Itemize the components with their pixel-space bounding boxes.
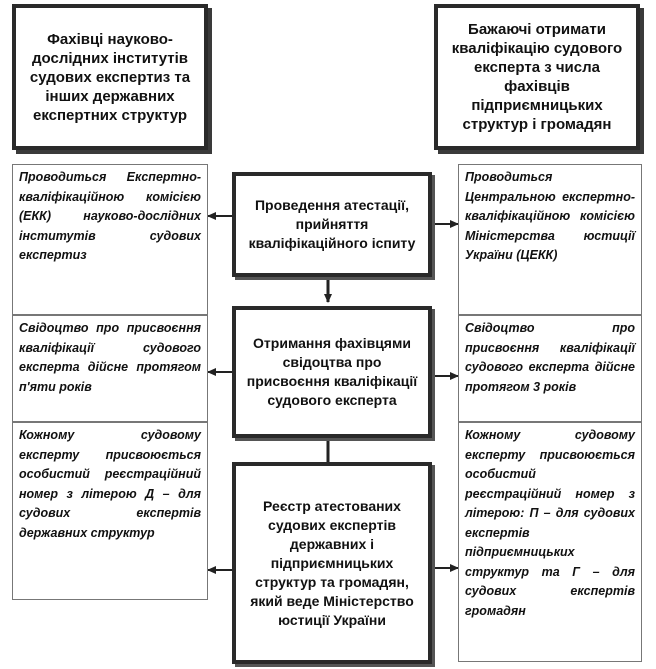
top-left-text: Фахівці науково-дослідних інститутів судових експертиз та інших державних експертних структур bbox=[29, 30, 191, 124]
center-text-2: Отримання фахівцями свідоцтва про присвоєння кваліфікації судового експерта bbox=[246, 335, 418, 408]
center-text-3: Реєстр атестованих судових експертів державних і підприємницьких структур та громадян, який веде Міністерство юстиції України bbox=[250, 497, 414, 628]
center-box-certificate bbox=[232, 306, 432, 438]
right-box-number bbox=[458, 422, 642, 662]
right-text-3: Кожному судовому експерту присвоюється особистий реєстраційний номер з літерою: П – для судових експертів підприємницьких структур та Г – для судових експертів громадян bbox=[465, 428, 635, 618]
left-text-3: Кожному судовому експерту присвоюється особистий реєстраційний номер з літерою Д – для судових експертів державних структур bbox=[19, 428, 201, 540]
center-box-attestation bbox=[232, 172, 432, 277]
right-box-validity bbox=[458, 315, 642, 422]
right-box-commission bbox=[458, 164, 642, 315]
center-box-registry bbox=[232, 462, 432, 664]
left-box-commission bbox=[12, 164, 208, 315]
left-text-2: Свідоцтво про присвоєння кваліфікації судового експерта дійсне протягом п'яти років bbox=[19, 321, 201, 394]
top-right-box bbox=[434, 4, 640, 150]
left-text-1: Проводиться Експертно-кваліфікаційною комісією (ЕКК) науково-дослідних інститутів судових експертиз bbox=[19, 170, 201, 262]
left-box-validity bbox=[12, 315, 208, 422]
top-left-box bbox=[12, 4, 208, 150]
right-text-1: Проводиться Центральною експертно-кваліфікаційною комісією Міністерства юстиції України (ЦЕКК) bbox=[465, 170, 635, 262]
right-text-2: Свідоцтво про присвоєння кваліфікації судового експерта дійсне протягом 3 років bbox=[465, 321, 635, 394]
center-text-1: Проведення атестації, прийняття кваліфікаційного іспиту bbox=[248, 197, 416, 251]
left-box-number bbox=[12, 422, 208, 600]
top-right-text: Бажаючі отримати кваліфікацію судового експерта з числа фахівців підприємницьких структур і громадян bbox=[451, 21, 623, 133]
